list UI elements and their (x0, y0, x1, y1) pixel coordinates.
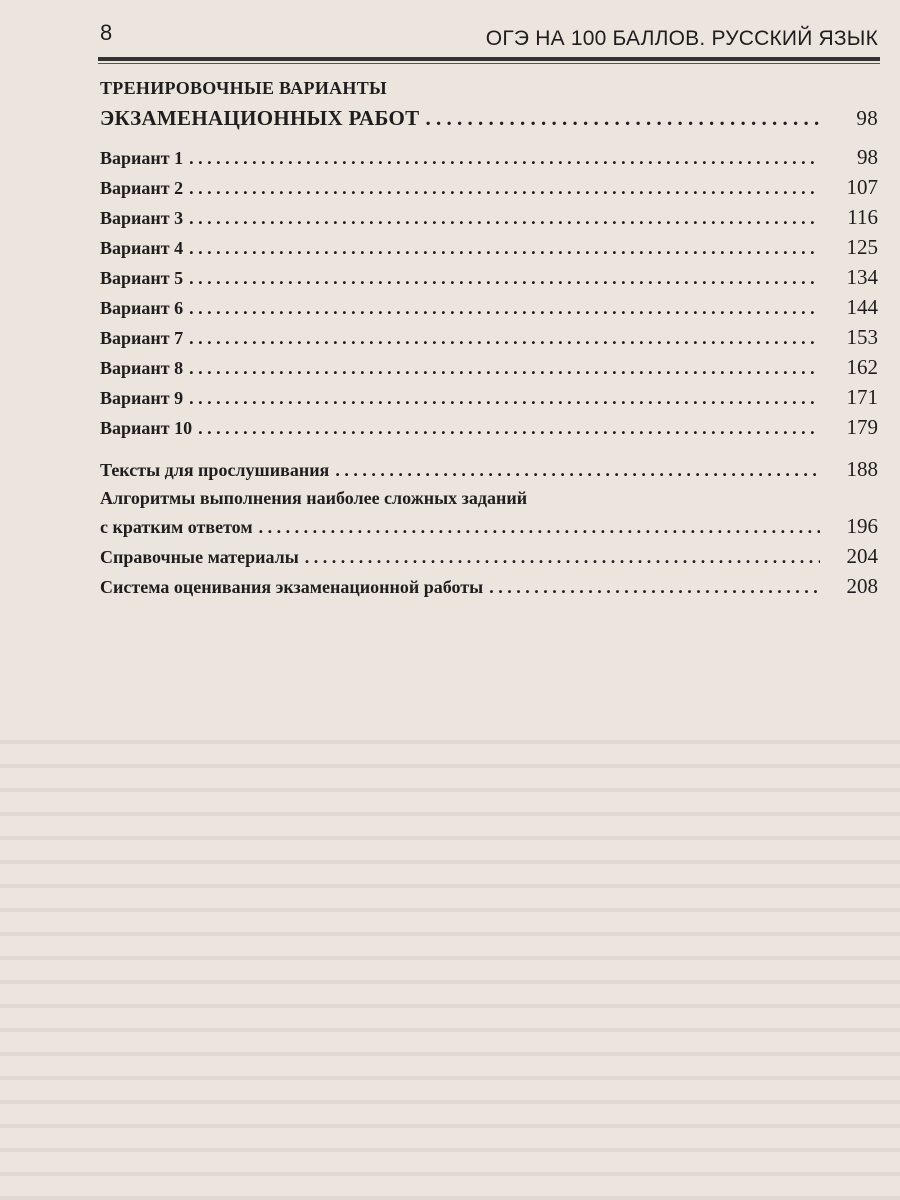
toc-entry-page: 116 (847, 205, 878, 229)
toc-entry-grading[interactable] (100, 574, 878, 599)
toc-entry-listening[interactable] (100, 457, 878, 482)
toc-entry-variant[interactable] (100, 145, 878, 170)
running-title: ОГЭ НА 100 БАЛЛОВ. РУССКИЙ ЯЗЫК (485, 27, 878, 50)
toc-entry-label: Вариант 1 (100, 148, 184, 168)
toc-entry-label: Вариант 7 (100, 328, 184, 348)
dot-leader (305, 547, 820, 568)
bleed-through-background (0, 720, 900, 1200)
toc-entry-label: Справочные материалы (100, 547, 299, 567)
toc-entry-variant[interactable] (100, 295, 878, 320)
toc-entry-section[interactable] (100, 106, 878, 131)
header-rule (98, 57, 880, 61)
dot-leader (189, 178, 820, 199)
toc-entry-page: 171 (846, 385, 878, 409)
toc-entry-page: 134 (846, 265, 878, 289)
toc-entry-page: 144 (846, 295, 878, 319)
toc-entry-page: 179 (846, 415, 878, 439)
toc-entry-label: с кратким ответом (100, 517, 253, 537)
toc-entry-label: Вариант 9 (100, 388, 184, 408)
toc-entry-page: 204 (846, 544, 878, 568)
toc-entry-variant[interactable] (100, 265, 878, 290)
dot-leader (189, 358, 820, 379)
toc-entry-variant[interactable] (100, 205, 878, 230)
toc-entry-page: 98 (856, 106, 878, 130)
toc-entry-page: 162 (846, 355, 878, 379)
toc-entry-variant[interactable] (100, 175, 878, 200)
dot-leader (189, 388, 820, 409)
toc-entry-variant[interactable] (100, 355, 878, 380)
toc-entry-page: 208 (846, 574, 878, 598)
section-title-line1: ТРЕНИРОВОЧНЫЕ ВАРИАНТЫ (100, 78, 387, 98)
toc-entry-label: Тексты для прослушивания (100, 460, 330, 480)
toc-entry-page: 98 (857, 145, 878, 169)
toc-entry-label: Вариант 8 (100, 358, 184, 378)
dot-leader (335, 460, 820, 481)
dot-leader (489, 577, 820, 598)
toc-entry-page: 153 (846, 325, 878, 349)
dot-leader (189, 268, 820, 289)
dot-leader (189, 238, 820, 259)
dot-leader (189, 148, 820, 169)
toc-entry-label: Вариант 5 (100, 268, 184, 288)
dot-leader (189, 328, 820, 349)
toc-entry-label: Вариант 10 (100, 418, 193, 438)
toc-entry-reference[interactable] (100, 544, 878, 569)
dot-leader (425, 106, 820, 131)
toc-entry-label: Вариант 6 (100, 298, 184, 318)
toc-entry-algorithms-line1: Алгоритмы выполнения наиболее сложных заданий (100, 488, 528, 508)
page-number: 8 (100, 20, 113, 45)
toc-entry-label: Система оценивания экзаменационной работы (100, 577, 484, 597)
toc-entry-page: 107 (846, 175, 878, 199)
toc-entry-label: Вариант 4 (100, 238, 184, 258)
toc-entry-label: Вариант 3 (100, 208, 184, 228)
header-rule-thin (98, 63, 880, 64)
toc-entry-page: 125 (846, 235, 878, 259)
toc-entry-label: ЭКЗАМЕНАЦИОННЫХ РАБОТ (100, 106, 420, 130)
toc-entry-variant[interactable] (100, 235, 878, 260)
toc-entry-page: 188 (846, 457, 878, 481)
dot-leader (259, 517, 820, 538)
toc-entry-page: 196 (846, 514, 878, 538)
toc-entry-label: Вариант 2 (100, 178, 184, 198)
dot-leader (189, 208, 820, 229)
toc-entry-variant[interactable] (100, 325, 878, 350)
toc-entry-algorithms[interactable] (100, 514, 878, 539)
toc-entry-variant[interactable] (100, 415, 878, 440)
dot-leader (198, 418, 820, 439)
dot-leader (189, 298, 820, 319)
toc-entry-variant[interactable] (100, 385, 878, 410)
